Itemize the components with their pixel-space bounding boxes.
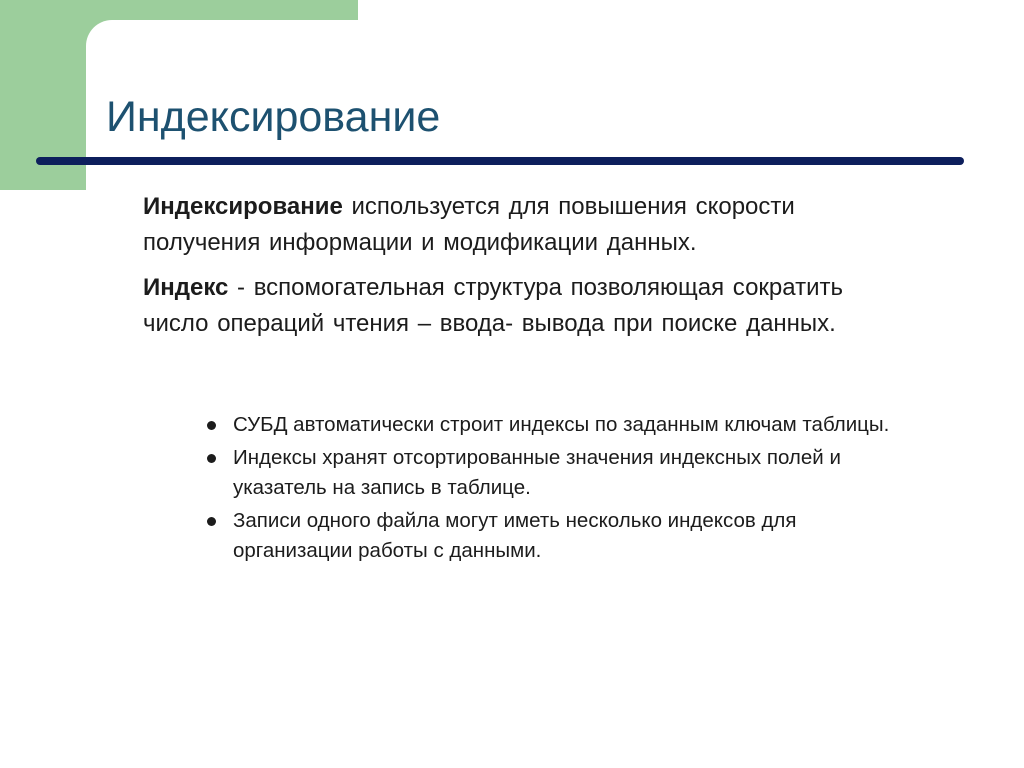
term-index: Индекс xyxy=(143,274,229,301)
definition-indexing: используется для повышения скорости получения информации и модификации данных. xyxy=(143,193,795,256)
slide-title: Индексирование xyxy=(106,93,441,141)
term-indexing: Индексирование xyxy=(143,193,343,220)
bullet-text: Индексы хранят отсортированные значения индексных полей и указатель на запись в таблице. xyxy=(233,446,841,499)
bullet-list xyxy=(205,410,910,569)
paragraph-indexing xyxy=(143,189,888,261)
bullet-dot-icon xyxy=(207,517,216,526)
bullet-item xyxy=(205,443,910,503)
bullet-dot-icon xyxy=(207,421,216,430)
bullet-text: Записи одного файла могут иметь несколько индексов для организации работы с данными. xyxy=(233,509,797,562)
bullet-text: СУБД автоматически строит индексы по заданным ключам таблицы. xyxy=(233,413,890,436)
bullet-item xyxy=(205,506,910,566)
paragraph-index xyxy=(143,270,888,342)
bullet-dot-icon xyxy=(207,454,216,463)
title-underline-rule xyxy=(36,157,964,165)
bullet-item xyxy=(205,410,910,440)
definition-index: - вспомогательная структура позволяющая сократить число операций чтения – ввода- вывода при поиске данных. xyxy=(143,274,843,337)
body-text xyxy=(143,189,888,351)
